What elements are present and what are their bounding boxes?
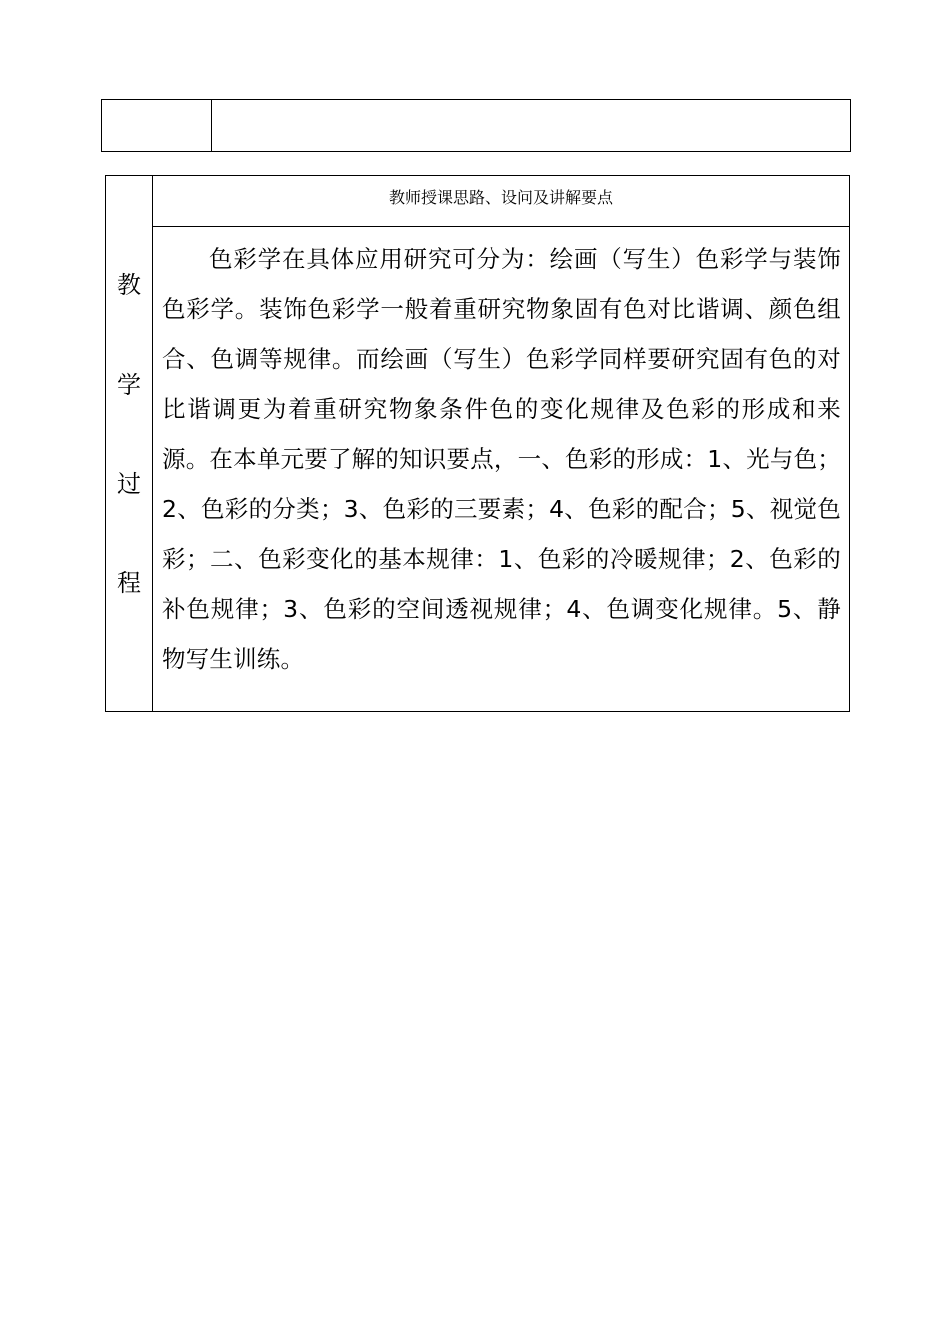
side-label-teaching-process xyxy=(106,176,152,711)
lesson-content-text: 色彩学在具体应用研究可分为：绘画（写生）色彩学与装饰色彩学。装饰色彩学一般着重研究物象固有色对比谐调、颜色组合、色调等规律。而绘画（写生）色彩学同样要研究固有色的对比谐调更为着重研究物象条件色的变化规律及色彩的形成和来源。在本单元要了解的知识要点，一、色彩的形成：1、光与色；2、色彩的分类；3、色彩的三要素；4、色彩的配合；5、视觉色彩；二、色彩变化的基本规律：1、色彩的冷暖规律；2、色彩的补色规律；3、色彩的空间透视规律；4、色调变化规律。5、静物写生训练。 xyxy=(162,245,841,673)
top-table xyxy=(101,99,851,152)
side-label-char: 学 xyxy=(117,371,141,399)
side-label-char: 过 xyxy=(117,470,141,498)
table-vertical-divider xyxy=(152,176,153,711)
table-header-divider xyxy=(153,226,849,227)
top-table-divider xyxy=(211,100,212,151)
table-header: 教师授课思路、设问及讲解要点 xyxy=(388,188,613,207)
teaching-process-table xyxy=(105,175,850,712)
side-label-char: 程 xyxy=(117,569,141,597)
side-label-char: 教 xyxy=(117,271,141,299)
